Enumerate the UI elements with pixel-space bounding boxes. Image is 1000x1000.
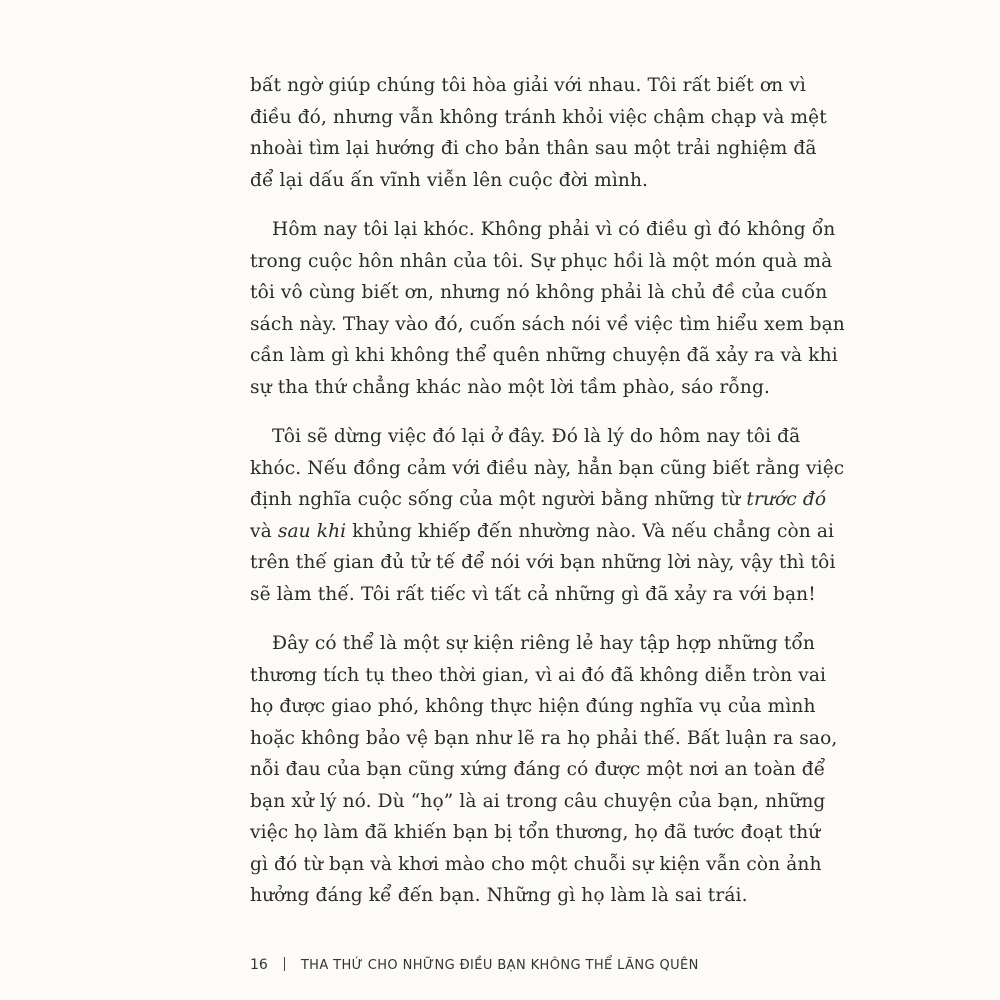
text-run: khủng khiếp đến nhường nào. Và nếu chẳng còn ai xyxy=(346,520,835,542)
text-run: thương tích tụ theo thời gian, vì ai đó đã không diễn tròn vai xyxy=(250,664,827,686)
text-run: để lại dấu ấn vĩnh viễn lên cuộc đời mình. xyxy=(250,169,649,191)
text-run: trên thế gian đủ tử tế để nói với bạn những lời này, vậy thì tôi xyxy=(250,552,836,573)
text-line xyxy=(250,817,821,849)
text-line xyxy=(250,628,815,660)
text-line xyxy=(250,372,795,404)
body-text xyxy=(250,70,845,930)
text-run: trong cuộc hôn nhân của tôi. Sự phục hồi là một món quà mà xyxy=(250,250,833,272)
text-line xyxy=(250,246,833,278)
text-line xyxy=(250,849,822,881)
text-line xyxy=(250,214,836,246)
text-run: sẽ làm thế. Tôi rất tiếc vì tất cả những gì đã xảy ra với bạn! xyxy=(250,583,816,605)
text-run: hoặc không bảo vệ bạn như lẽ ra họ phải thế. Bất luận ra sao, xyxy=(250,727,838,749)
text-run: bất ngờ giúp chúng tôi hòa giải với nhau. Tôi rất biết ơn vì xyxy=(250,75,806,96)
text-run: định nghĩa cuộc sống của một người bằng những từ xyxy=(250,489,747,510)
text-run: gì đó từ bạn và khơi mào cho một chuỗi sự kiện vẫn còn ảnh xyxy=(250,853,822,875)
text-line xyxy=(250,754,826,786)
text-line xyxy=(250,340,838,372)
text-run: điều đó, nhưng vẫn không tránh khỏi việc chậm chạp và mệt xyxy=(250,106,827,128)
paragraph xyxy=(250,421,845,610)
text-run: Tôi sẽ dừng việc đó lại ở đây. Đó là lý do hôm nay tôi đã xyxy=(272,426,801,447)
text-line xyxy=(250,547,836,579)
text-run: việc họ làm đã khiến bạn bị tổn thương, họ đã tước đoạt thứ xyxy=(250,822,821,843)
text-line xyxy=(250,723,838,755)
text-run: Đây có thể là một sự kiện riêng lẻ hay tập hợp những tổn xyxy=(272,633,815,654)
text-line xyxy=(250,484,827,516)
text-run: khóc. Nếu đồng cảm với điều này, hẳn bạn cũng biết rằng việc xyxy=(250,457,845,479)
text-run: họ được giao phó, không thực hiện đúng nghĩa vụ của mình xyxy=(250,696,816,717)
paragraph xyxy=(250,214,845,403)
text-run: và xyxy=(250,520,278,542)
text-line xyxy=(250,133,817,165)
text-run: nỗi đau của bạn cũng xứng đáng có được một nơi an toàn để xyxy=(250,759,826,780)
page-footer xyxy=(250,957,810,973)
text-line xyxy=(250,453,845,485)
text-run: sự tha thứ chẳng khác nào một lời tầm phào, sáo rỗng. xyxy=(250,376,770,398)
text-line xyxy=(250,691,816,723)
text-line xyxy=(250,880,795,912)
text-line xyxy=(250,786,826,818)
text-line xyxy=(250,102,827,134)
paragraph xyxy=(250,628,838,912)
paragraph xyxy=(250,70,827,196)
text-run: hưởng đáng kể đến bạn. Những gì họ làm là sai trái. xyxy=(250,885,748,906)
text-run: cần làm gì khi không thể quên những chuyện đã xảy ra và khi xyxy=(250,345,838,366)
text-run: Hôm nay tôi lại khóc. Không phải vì có điều gì đó không ổn xyxy=(272,219,836,240)
italic-text: trước đó xyxy=(746,489,827,510)
text-line xyxy=(250,277,828,309)
text-line xyxy=(250,309,845,341)
text-run: sách này. Thay vào đó, cuốn sách nói về việc tìm hiểu xem bạn xyxy=(250,313,845,335)
italic-text: sau khi xyxy=(277,520,347,542)
text-line xyxy=(250,516,835,548)
text-line xyxy=(250,660,827,692)
text-run: nhoài tìm lại hướng đi cho bản thân sau một trải nghiệm đã xyxy=(250,138,817,159)
running-title: THA THỨ CHO NHỮNG ĐIỀU BẠN KHÔNG THỂ LÃNG QUÊN xyxy=(300,958,699,973)
text-line xyxy=(250,165,795,197)
page-number: 16 xyxy=(250,957,268,973)
text-line xyxy=(250,70,806,102)
text-run: bạn xử lý nó. Dù “họ” là ai trong câu chuyện của bạn, những xyxy=(250,790,826,812)
footer-separator xyxy=(284,957,285,971)
text-line xyxy=(250,421,801,453)
text-run: tôi vô cùng biết ơn, nhưng nó không phải là chủ đề của cuốn xyxy=(250,282,828,303)
text-line xyxy=(250,579,816,611)
